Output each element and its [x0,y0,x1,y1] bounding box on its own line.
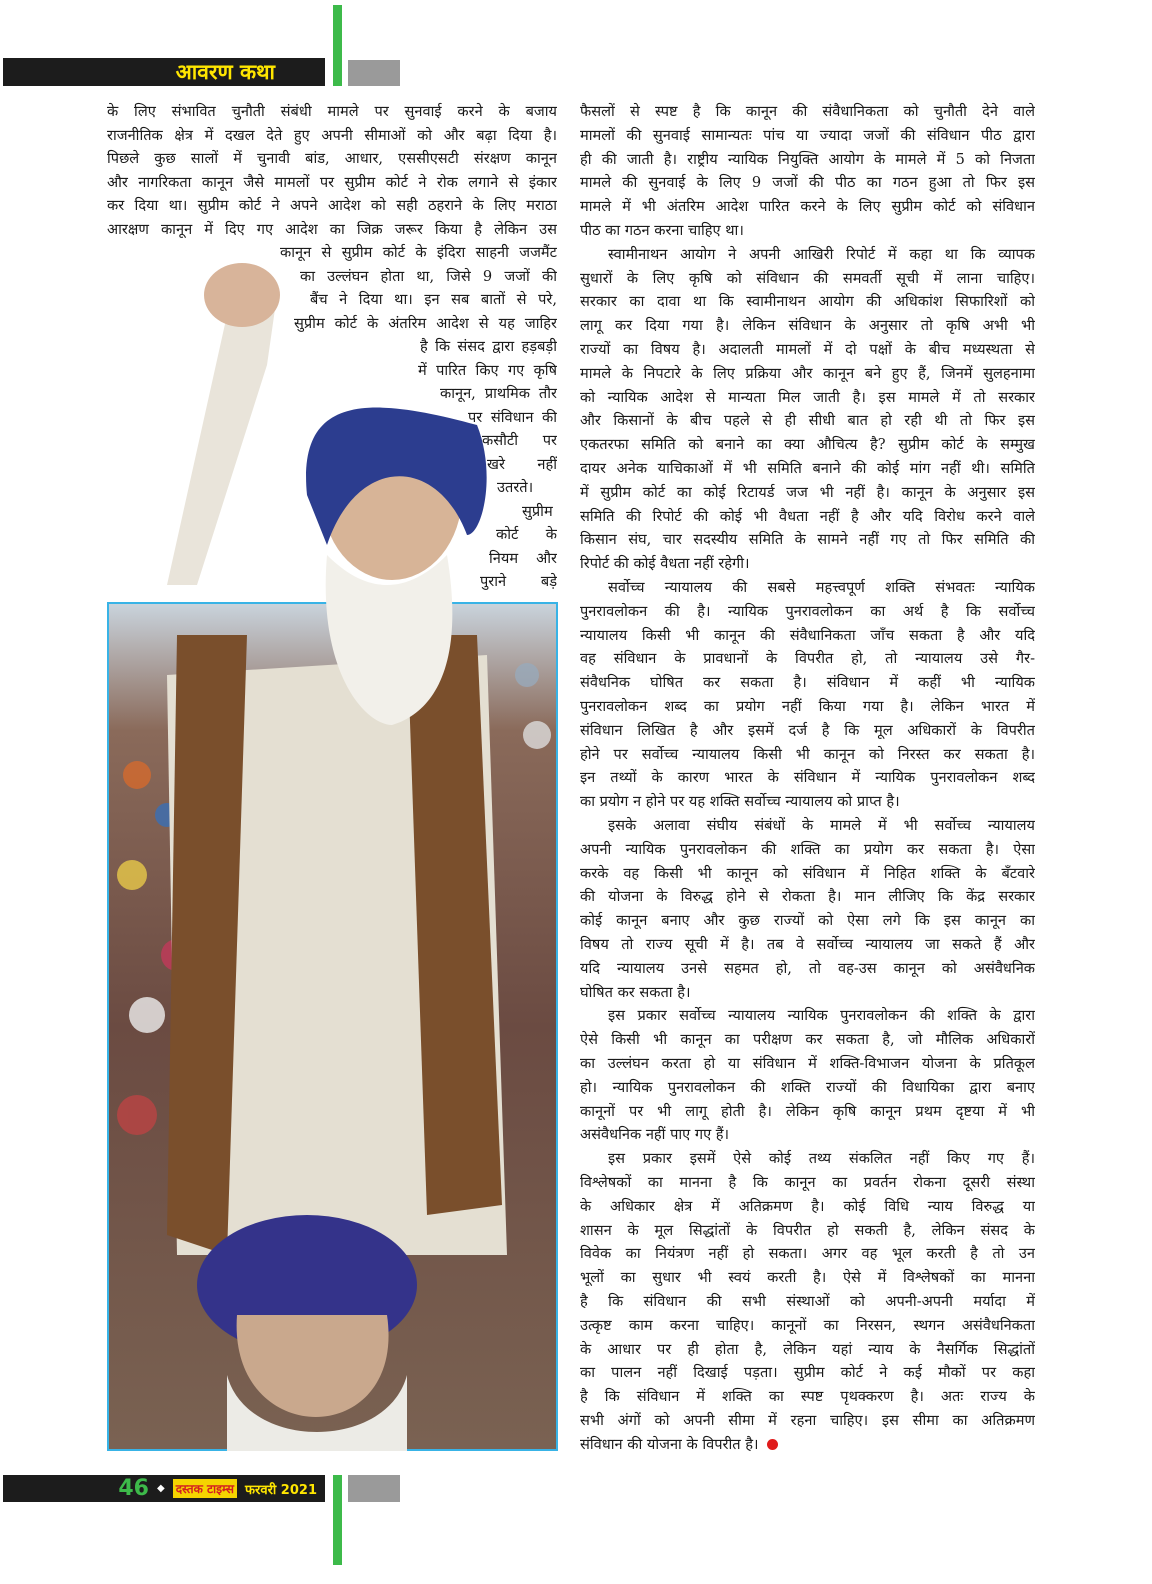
text-line: विवेक का नियंत्रण नहीं हो सकता। अगर वह भूल करती है तो उन [580,1245,1035,1263]
text-line: की योजना के विरुद्ध होने से रोकता है। मान लीजिए कि केंद्र सरकार [580,888,1035,906]
section-title: आवरण कथा [175,60,275,84]
text-line: समिति की रिपोर्ट की कोई भी वैधता नहीं है और यदि विरोध करने वाले [580,507,1035,525]
text-line: के अधिकार क्षेत्र में अतिक्रमण है। कोई विधि न्याय विरुद्ध या [580,1197,1035,1215]
text-line: है कि संविधान में शक्ति का स्पष्ट पृथक्करण है। अतः राज्य के [580,1388,1035,1406]
text-line [580,1433,1035,1457]
header-gray-block [348,60,400,86]
text-line: सभी अंगों को अपनी सीमा में रहना चाहिए। इस सीमा का अतिक्रमण [580,1412,1035,1429]
text-line: किसान संघ, चार सदस्यीय समिति के सामने नहीं गए तो फिर समिति की [580,531,1035,549]
text-line: राजनीतिक क्षेत्र में दखल देते हुए अपनी सीमाओं को और बढ़ा दिया है। [107,126,557,144]
page-number: 46 [118,1476,149,1501]
text-line: यदि न्यायालय उनसे सहमत हो, तो वह-उस कानून को असंवैधनिक [580,959,1035,977]
text-line: पुनरावलोकन शब्द का प्रयोग नहीं किया गया है। लेकिन भारत में [580,698,1035,715]
text-line: बैंच ने दिया था। इन सब बातों से परे, [310,291,557,308]
text-line: कानून, प्राथमिक तौर [440,385,557,402]
text-line: का उल्लंघन होता था, जिसे 9 जजों की [300,267,557,285]
header-green-stripe [333,5,342,86]
text-line: भूलों का सुधार भी स्वयं करती है। ऐसे में विश्लेषकों का मानना [580,1269,1035,1287]
text-line: पीठ का गठन करना चाहिए था। [580,222,744,239]
text-line-content: संविधान की योजना के विपरीत है। [580,1435,759,1453]
text-line: है कि संसद द्वारा हड़बड़ी [420,338,557,355]
text-line: इन तथ्यों के कारण भारत के संविधान में न्यायिक पुनरावलोकन शब्द [580,769,1035,787]
text-line: मामले में भी अंतरिम आदेश पारित करने के लिए सुप्रीम कोर्ट को संविधान [580,198,1035,216]
end-of-article-dot-icon [767,1439,778,1450]
text-line: का प्रयोग न होने पर यह शक्ति सर्वोच्च न्यायालय को प्राप्त है। [580,793,900,811]
text-line: एकतरफा समिति को बनाने का क्या औचित्य है? सुप्रीम कोर्ट के सम्मुख [580,436,1035,454]
text-line: असंवैधनिक नहीं पाए गए हैं। [580,1126,730,1144]
text-line: खरे नहीं [487,455,557,473]
text-line: वह संविधान के प्रावधानों के विपरीत हो, तो न्यायालय उसे गैर- [580,650,1035,668]
text-line: में पारित किए गए कृषि [418,361,557,379]
text-line: मामलों की सुनवाई सामान्यतः पांच या ज्यादा जजों की संविधान पीठ द्वारा [580,126,1035,144]
text-line: सरकार का दावा था कि स्वामीनाथन आयोग की अधिकांश सिफारिशों को [580,293,1035,311]
text-line: विषय तो राज्य सूची में है। तब वे सर्वोच्च न्यायालय जा सकते हैं और [580,936,1035,953]
text-line: संविधान लिखित है और इसमें दर्ज है कि मूल अधिकारों के विपरीत [580,721,1035,739]
text-line: के आधार पर ही होता है, लेकिन यहां न्याय के नैसर्गिक सिद्धांतों [580,1340,1035,1358]
text-line: सुप्रीम कोर्ट के अंतरिम आदेश से यह जाहिर [294,314,557,332]
text-line: ऐसे किसी भी कानून का परीक्षण कर सकता है, जो मौलिक अधिकारों [580,1031,1035,1049]
text-line: सुप्रीम [522,502,553,520]
text-line: दायर अनेक याचिकाओं में भी समिति बनाने की कोई मांग नहीं थी। समिति [580,460,1035,477]
text-line: आरक्षण कानून में दिए गए आदेश का जिक्र जरूर किया है लेकिन उस [107,220,557,238]
diamond-separator-icon: ◆ [156,1483,165,1494]
text-line: राज्यों का विषय है। अदालती मामलों में दो पक्षों के बीच मध्यस्थता से [580,341,1035,358]
text-line: कर दिया था। सुप्रीम कोर्ट ने अपने आदेश को सही ठहराने के लिए मराठा [107,197,557,214]
text-line: विश्लेषकों का मानना है कि कानून का प्रवर्तन रोकना दूसरी संस्था [580,1174,1035,1191]
text-line: रिपोर्ट की कोई वैधता नहीं रहेगी। [580,555,750,573]
text-line: सर्वोच्च न्यायालय की सबसे महत्त्वपूर्ण शक्ति संभवतः न्यायिक [608,579,1035,596]
footer-gray-block [348,1475,400,1502]
text-line: संवैधनिक घोषित कर सकता है। संविधान में कहीं भी न्यायिक [580,674,1035,692]
text-line: कानूनों पर भी लागू होती है। लेकिन कृषि कानून प्रथम दृष्टया में भी [580,1102,1035,1120]
text-line: पुनरावलोकन की है। न्यायिक पुनरावलोकन का अर्थ है कि सर्वोच्च [580,602,1035,620]
text-line: कसौटी पर [482,432,557,449]
text-line: का उल्लंघन करता हो या संविधान में शक्ति-विभाजन योजना के प्रतिकूल [580,1055,1035,1072]
text-line: का पालन नहीं दिखाई पड़ता। सुप्रीम कोर्ट ने कई मौकों पर कहा [580,1364,1035,1382]
text-line: शासन के मूल सिद्धांतों के विपरीत हो सकती है, लेकिन संसद के [580,1221,1035,1239]
text-line: में सुप्रीम कोर्ट का कोई रिटायर्ड जज भी नहीं है। कानून के अनुसार इस [580,483,1035,501]
text-line: न्यायालय किसी भी कानून की संवैधानिकता जाँच सकता है और यदि [580,626,1035,644]
text-line: फैसलों से स्पष्ट है कि कानून की संवैधानिकता को चुनौती देने वाले [580,103,1035,120]
text-line: पिछले कुछ सालों में चुनावी बांड, आधार, एससीएसटी संरक्षण कानून [107,150,557,167]
text-line: इस प्रकार इसमें ऐसे कोई तथ्य संकलित नहीं किए गए हैं। [608,1150,1035,1168]
text-line: कोई कानून बनाए और कुछ राज्यों को ऐसा लगे कि इस कानून का [580,912,1035,930]
text-line: ही की जाती है। राष्ट्रीय न्यायिक नियुक्ति आयोग के मामले में 5 को निजता [580,150,1035,168]
raised-hand [204,263,280,327]
text-line: उत्कृष्ट काम करना चाहिए। कानूनों का निरसन, स्थगन असंवैधनिकता [580,1316,1035,1334]
text-line: अपनी न्यायिक पुनरावलोकन की शक्ति का प्रयोग कर सकता है। ऐसा [580,840,1035,858]
text-line: और किसानों के बीच पहले से ही सीधी बात हो रही थी तो फिर इस [580,412,1035,430]
text-line: पर संविधान की [468,408,557,426]
footer-green-stripe [333,1475,342,1565]
text-line: लागू कर दिया गया है। लेकिन संविधान के अनुसार तो कृषि अभी भी [580,317,1035,335]
text-line: उतरते। [497,479,534,496]
text-line: सुधारों के लिए कृषि को संविधान की समवर्ती सूची में लाना चाहिए। [580,269,1035,287]
text-line: इसके अलावा संघीय संबंधों के मामले में भी सर्वोच्च न्यायालय [608,817,1035,834]
text-line: और नागरिकता कानून जैसे मामलों पर सुप्रीम कोर्ट ने रोक लगाने से इंकार [107,173,557,191]
text-line: है कि संविधान की सभी संस्थाओं को अपनी-अपनी मर्यादा में [580,1293,1035,1310]
text-line: हो। न्यायिक पुनरावलोकन की शक्ति राज्यों की विधायिका द्वारा बनाए [580,1078,1035,1096]
text-line: मामले की सुनवाई के लिए 9 जजों की पीठ का गठन हुआ तो फिर इस [580,174,1035,192]
text-line: कोर्ट के [496,526,557,543]
issue-date: फरवरी 2021 [245,1482,317,1498]
footer [3,1475,325,1502]
text-line: इस प्रकार सर्वोच्च न्यायालय न्यायिक पुनरावलोकन की शक्ति के द्वारा [608,1007,1035,1025]
text-line: के लिए संभावित चुनौती संबंधी मामले पर सुनवाई करने के बजाय [107,103,557,120]
text-line: स्वामीनाथन आयोग ने अपनी आखिरी रिपोर्ट में कहा था कि व्यापक [608,245,1035,263]
text-line: घोषित कर सकता है। [580,983,691,1001]
text-line: पुराने बड़े [480,573,557,590]
text-line: होने पर सर्वोच्च न्यायालय किसी भी कानून को निरस्त कर सकता है। [580,745,1035,763]
magazine-logo: दस्तक टाइम्स [173,1479,237,1498]
text-line: मामले के निपटारे के लिए प्रक्रिया और कानून बने हुए हैं, जिनमें सुलहनामा [580,364,1035,382]
text-line: नियम और [489,549,557,567]
text-line: को न्यायिक आदेश से मान्यता मिल जाती है। इस मामले में तो सरकार [580,388,1035,406]
text-line: कानून से सुप्रीम कोर्ट के इंदिरा साहनी जजमैंट [280,244,557,261]
text-line: करके वह किसी भी कानून को संविधान में निहित शक्ति के बँटवारे [580,864,1035,882]
